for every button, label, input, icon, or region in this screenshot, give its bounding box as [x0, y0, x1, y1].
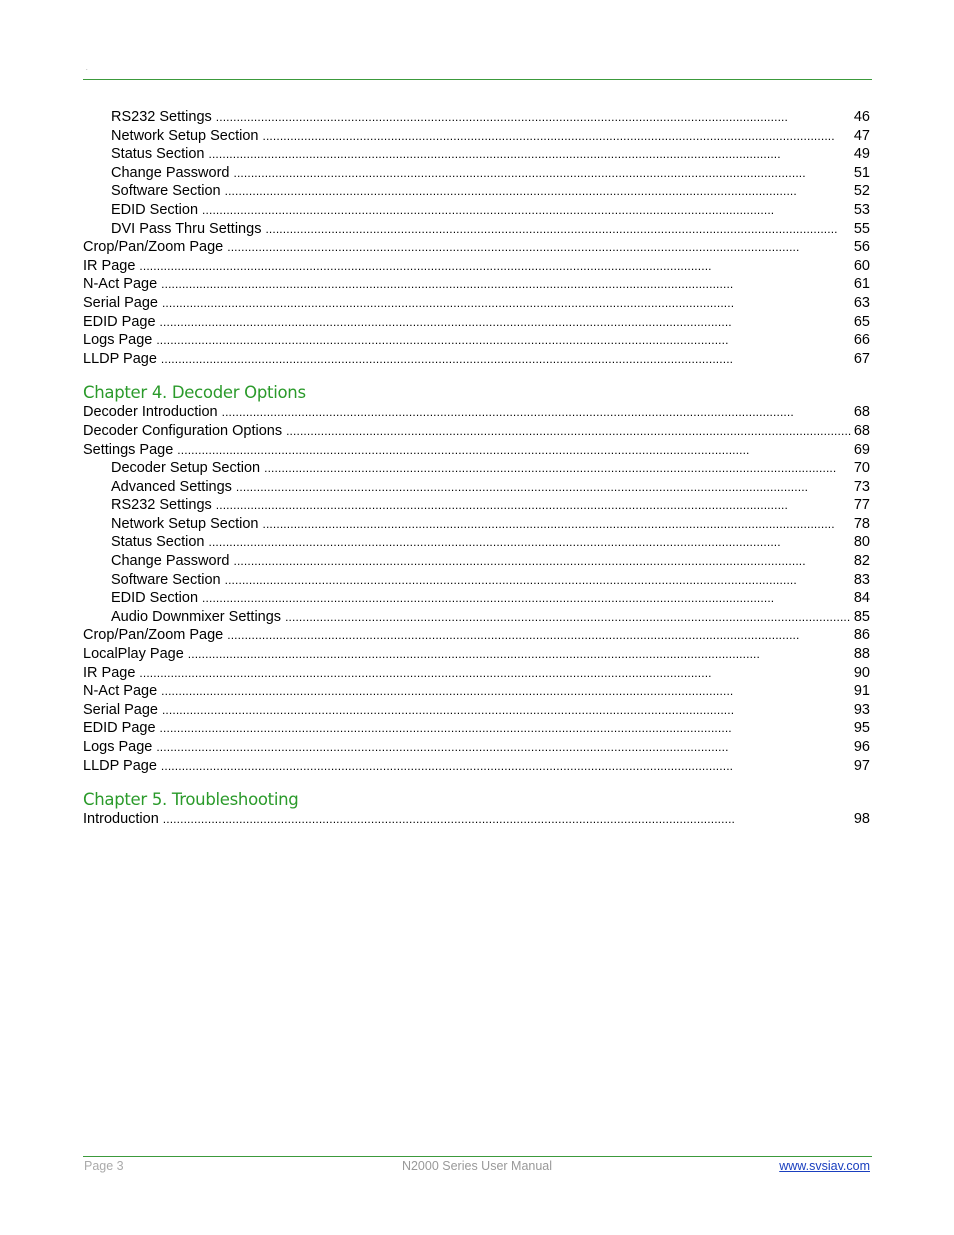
toc-entry-title: Serial Page	[83, 294, 158, 311]
toc-entry-page: 96	[853, 739, 870, 755]
toc-entry-page: 84	[853, 590, 870, 607]
toc-entry-page: 73	[853, 478, 870, 495]
toc-entry-page: 60	[853, 257, 870, 274]
toc-entry[interactable]	[83, 738, 870, 757]
toc-dot-leader	[139, 257, 850, 276]
toc-dot-leader	[161, 757, 851, 776]
toc-entry-title: Change Password	[111, 553, 230, 570]
toc-dot-leader	[225, 571, 851, 590]
toc-dot-leader	[202, 589, 851, 608]
toc-dot-leader	[234, 164, 851, 183]
toc-entry-page: 88	[853, 646, 870, 663]
toc-entry-title: Status Section	[111, 534, 205, 551]
toc-entry[interactable]	[83, 145, 870, 164]
toc-entry-title: EDID Section	[111, 201, 199, 218]
toc-dot-leader	[161, 682, 851, 701]
toc-entry-title: Decoder Introduction	[83, 404, 218, 421]
toc-entry[interactable]	[83, 403, 870, 422]
toc-dot-leader	[265, 220, 850, 239]
toc-entry[interactable]	[83, 719, 870, 738]
toc-dot-leader	[225, 182, 851, 201]
toc-dot-leader	[234, 552, 851, 571]
toc-entry-title: Logs Page	[83, 332, 153, 349]
toc-entry[interactable]	[83, 459, 870, 478]
toc-entry[interactable]	[83, 478, 870, 497]
toc-dot-leader	[162, 294, 851, 313]
toc-entry-title: DVI Pass Thru Settings	[111, 220, 262, 237]
toc-dot-leader	[227, 238, 851, 257]
toc-dot-leader	[285, 608, 851, 627]
toc-entry-title: EDID Page	[83, 720, 156, 737]
toc-entry-page: 51	[853, 164, 870, 181]
toc-entry-title: LLDP Page	[83, 350, 157, 367]
toc-entry-page: 46	[853, 109, 870, 125]
toc-entry-page: 97	[853, 757, 870, 774]
toc-entry[interactable]	[83, 701, 870, 720]
toc-dot-leader	[139, 664, 850, 683]
toc-dot-leader	[236, 478, 851, 497]
toc-entry-title: N-Act Page	[83, 683, 158, 700]
toc-dot-leader	[216, 108, 851, 127]
toc-entry-page: 56	[853, 239, 870, 256]
toc-dot-leader	[209, 533, 851, 552]
toc-entry-page: 70	[853, 460, 870, 477]
toc-entry-page: 85	[853, 608, 870, 625]
toc-entry-page: 95	[853, 720, 870, 737]
toc-entry-page: 65	[853, 313, 870, 330]
toc-entry[interactable]	[83, 201, 870, 220]
toc-entry[interactable]	[83, 682, 870, 701]
toc-entry[interactable]	[83, 313, 870, 332]
toc-entry-title: RS232 Settings	[111, 497, 212, 514]
toc-dot-leader	[188, 645, 851, 664]
toc-entry-title: Audio Downmixer Settings	[111, 608, 282, 625]
toc-entry-page: 53	[853, 201, 870, 218]
toc-dot-leader	[156, 331, 851, 350]
toc-entry-page: 93	[853, 701, 870, 718]
header-rule	[83, 79, 872, 80]
toc-entry[interactable]	[83, 608, 870, 627]
toc-entry-title: Decoder Setup Section	[111, 460, 261, 477]
toc-entry-title: Crop/Pan/Zoom Page	[83, 239, 224, 256]
toc-entry[interactable]	[83, 238, 870, 257]
toc-entry-page: 67	[853, 350, 870, 367]
toc-dot-leader	[264, 459, 851, 478]
table-of-contents	[83, 108, 870, 829]
toc-entry-page: 91	[853, 683, 870, 700]
toc-entry[interactable]	[83, 220, 870, 239]
toc-dot-leader	[162, 701, 851, 720]
toc-entry[interactable]	[83, 275, 870, 294]
toc-entry[interactable]	[83, 810, 870, 829]
toc-entry[interactable]	[83, 350, 870, 369]
toc-dot-leader	[263, 515, 851, 534]
toc-entry[interactable]	[83, 552, 870, 571]
toc-entry[interactable]	[83, 626, 870, 645]
header-mark: .	[86, 66, 88, 72]
toc-entry-page: 47	[853, 127, 870, 144]
toc-entry-title: Change Password	[111, 164, 230, 181]
toc-entry[interactable]	[83, 645, 870, 664]
footer-page-number: Page 3	[84, 1159, 124, 1173]
toc-entry-page: 68	[853, 404, 870, 421]
toc-dot-leader	[263, 127, 851, 146]
footer-manual-title: N2000 Series User Manual	[401, 1159, 553, 1173]
toc-entry-title: Network Setup Section	[111, 515, 259, 532]
toc-entry-title: Decoder Configuration Options	[83, 422, 283, 439]
toc-entry-title: IR Page	[83, 664, 136, 681]
toc-dot-leader	[161, 275, 851, 294]
toc-entry[interactable]	[83, 127, 870, 146]
footer-rule	[83, 1156, 872, 1157]
toc-entry-title: IR Page	[83, 257, 136, 274]
toc-entry-title: EDID Section	[111, 590, 199, 607]
toc-entry[interactable]	[83, 331, 870, 350]
toc-dot-leader	[161, 350, 851, 369]
toc-entry[interactable]	[83, 164, 870, 183]
toc-entry-page: 83	[853, 571, 870, 588]
toc-entry[interactable]	[83, 589, 870, 608]
toc-entry-title: Serial Page	[83, 701, 158, 718]
toc-entry-title: LLDP Page	[83, 757, 157, 774]
toc-entry-page: 82	[853, 553, 870, 570]
toc-entry[interactable]	[83, 108, 870, 127]
toc-entry-page: 90	[853, 664, 870, 681]
toc-entry-title: Advanced Settings	[111, 478, 232, 495]
toc-entry-page: 80	[853, 534, 870, 551]
toc-entry-page: 78	[853, 515, 870, 532]
toc-dot-leader	[216, 496, 851, 515]
toc-entry-page: 49	[853, 146, 870, 163]
toc-dot-leader	[160, 719, 851, 738]
toc-dot-leader	[286, 422, 851, 441]
toc-entry[interactable]	[83, 441, 870, 460]
toc-entry-page: 86	[853, 627, 870, 644]
toc-entry-title: EDID Page	[83, 313, 156, 330]
toc-entry[interactable]	[83, 515, 870, 534]
toc-dot-leader	[163, 810, 851, 829]
toc-entry[interactable]	[83, 496, 870, 515]
toc-entry-title: Settings Page	[83, 441, 174, 458]
toc-entry-page: 98	[853, 811, 870, 828]
toc-dot-leader	[227, 626, 851, 645]
toc-entry-page: 69	[853, 441, 870, 458]
toc-entry-title: Status Section	[111, 146, 205, 163]
toc-entry-page: 63	[853, 294, 870, 311]
chapter-heading: Chapter 5. Troubleshooting	[83, 790, 299, 810]
toc-entry-title: Software Section	[111, 183, 221, 200]
toc-entry-page: 61	[853, 276, 870, 293]
toc-entry-page: 68	[853, 422, 870, 439]
toc-dot-leader	[160, 313, 851, 332]
toc-entry-title: Crop/Pan/Zoom Page	[83, 627, 224, 644]
toc-entry[interactable]	[83, 257, 870, 276]
chapter-heading: Chapter 4. Decoder Options	[83, 383, 306, 403]
toc-entry-page: 55	[853, 220, 870, 237]
footer-website-link[interactable]: www.svsiav.com	[779, 1159, 870, 1173]
toc-entry[interactable]	[83, 571, 870, 590]
toc-entry-page: 52	[853, 183, 870, 200]
toc-entry-page: 66	[853, 332, 870, 349]
toc-entry[interactable]	[83, 757, 870, 776]
toc-dot-leader	[156, 738, 851, 757]
toc-dot-leader	[222, 403, 851, 422]
toc-entry-page: 77	[853, 497, 870, 514]
toc-entry-title: LocalPlay Page	[83, 646, 184, 663]
toc-entry[interactable]	[83, 533, 870, 552]
toc-entry[interactable]	[83, 294, 870, 313]
toc-entry[interactable]	[83, 422, 870, 441]
toc-entry-title: Network Setup Section	[111, 127, 259, 144]
toc-dot-leader	[177, 441, 851, 460]
toc-entry[interactable]	[83, 664, 870, 683]
toc-entry-title: RS232 Settings	[111, 109, 212, 125]
toc-entry-title: Introduction	[83, 811, 159, 828]
toc-entry-title: Software Section	[111, 571, 221, 588]
toc-entry[interactable]	[83, 182, 870, 201]
toc-dot-leader	[202, 201, 851, 220]
toc-entry-title: N-Act Page	[83, 276, 158, 293]
toc-dot-leader	[209, 145, 851, 164]
toc-entry-title: Logs Page	[83, 739, 153, 755]
